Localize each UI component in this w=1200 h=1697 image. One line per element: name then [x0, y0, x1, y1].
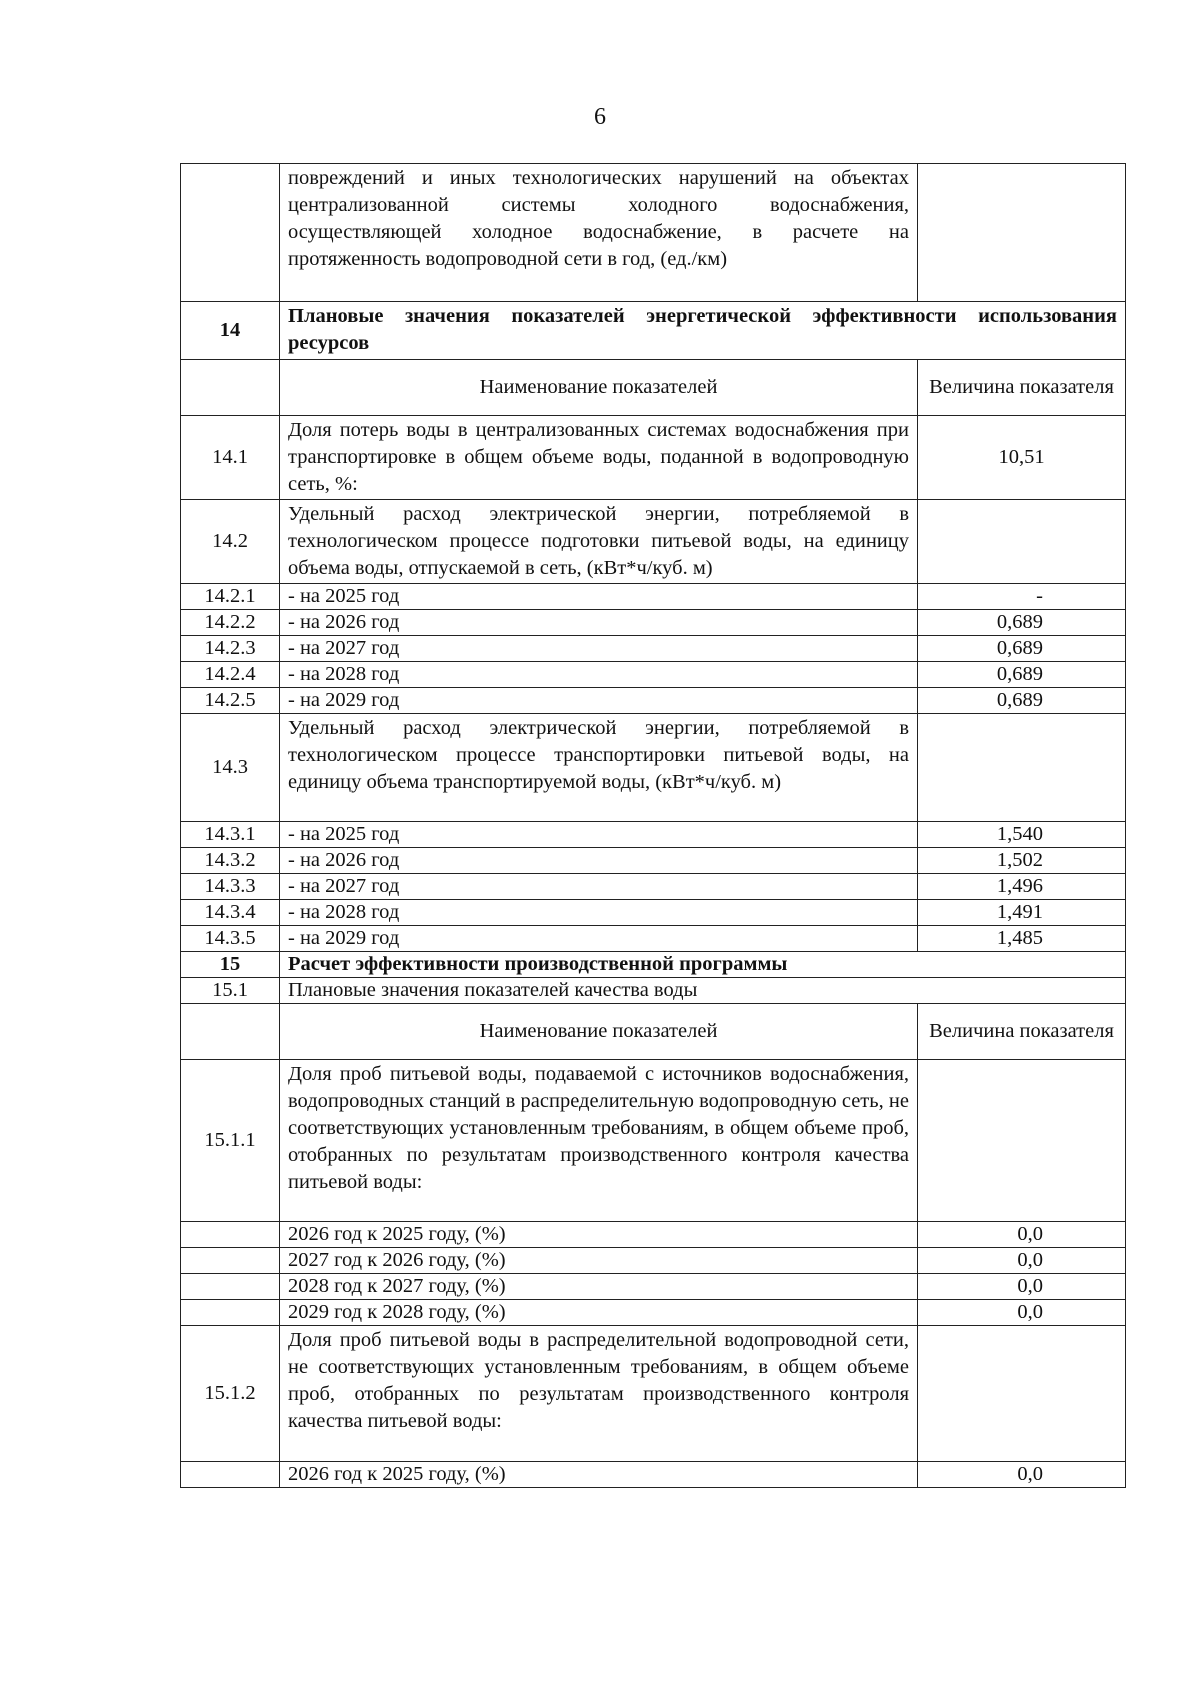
page-number: 6 [594, 104, 606, 130]
row-text: - на 2027 год [280, 636, 918, 662]
row-text: - на 2029 год [280, 688, 918, 714]
row-value [918, 1326, 1126, 1462]
row-text: - на 2026 год [280, 610, 918, 636]
row-number [181, 1462, 280, 1488]
row-text: - на 2026 год [280, 848, 918, 874]
header-name: Наименование показателей [280, 1004, 918, 1060]
row-number: 14.3.3 [181, 874, 280, 900]
table-row [181, 610, 1126, 636]
row-value: 0,0 [918, 1222, 1126, 1248]
row-text: - на 2025 год [280, 584, 918, 610]
table-row [181, 636, 1126, 662]
table-row [181, 1326, 1126, 1462]
table-row [181, 584, 1126, 610]
table-row [181, 1060, 1126, 1222]
row-number: 14.3 [181, 714, 280, 822]
row-value: 0,0 [918, 1300, 1126, 1326]
row-text: Доля проб питьевой воды в распределительной водопроводной сети, не соответствующих установленным требованиям, в общем объеме проб, отобранных по результатам производственного контроля качества питьевой воды: [280, 1326, 918, 1462]
row-value: 0,0 [918, 1274, 1126, 1300]
row-value: 0,0 [918, 1248, 1126, 1274]
table-row [181, 500, 1126, 584]
row-number [181, 1248, 280, 1274]
row-value: 1,502 [918, 848, 1126, 874]
row-value: 0,689 [918, 610, 1126, 636]
row-value: 1,540 [918, 822, 1126, 848]
row-text: - на 2027 год [280, 874, 918, 900]
row-text: - на 2029 год [280, 926, 918, 952]
row-number [181, 1274, 280, 1300]
row-number: 14.3.4 [181, 900, 280, 926]
header-row [181, 1004, 1126, 1060]
row-value [918, 500, 1126, 584]
row-number [181, 1300, 280, 1326]
row-number: 14.2.5 [181, 688, 280, 714]
row-value: 10,51 [918, 416, 1126, 500]
table-row [181, 1462, 1126, 1488]
row-text: - на 2025 год [280, 822, 918, 848]
row-number: 14.2 [181, 500, 280, 584]
table-row [181, 1222, 1126, 1248]
section-title: Плановые значения показателей энергетической эффективности использования ресурсов [280, 302, 1126, 360]
row-number [181, 164, 280, 302]
table-row [181, 900, 1126, 926]
table-row [181, 822, 1126, 848]
row-text: Удельный расход электрической энергии, потребляемой в технологическом процессе подготовки питьевой воды, на единицу объема воды, отпускаемой в сеть, (кВт*ч/куб. м) [280, 500, 918, 584]
table-row [181, 874, 1126, 900]
table-row [181, 662, 1126, 688]
row-number: 14.3.2 [181, 848, 280, 874]
header-row [181, 360, 1126, 416]
header-value: Величина показателя [918, 1004, 1126, 1060]
table-row [181, 416, 1126, 500]
table-row [181, 1274, 1126, 1300]
row-value: 0,689 [918, 636, 1126, 662]
row-number: 14.3.5 [181, 926, 280, 952]
row-value: 0,0 [918, 1462, 1126, 1488]
row-text: Удельный расход электрической энергии, потребляемой в технологическом процессе транспортировки питьевой воды, на единицу объема транспортируемой воды, (кВт*ч/куб. м) [280, 714, 918, 822]
row-value [918, 1060, 1126, 1222]
section-title: Расчет эффективности производственной программы [280, 952, 1126, 978]
row-value: 1,485 [918, 926, 1126, 952]
row-number: 14.2.4 [181, 662, 280, 688]
table-row [181, 1300, 1126, 1326]
row-number: 14.2.1 [181, 584, 280, 610]
row-number: 15.1.1 [181, 1060, 280, 1222]
table-row [181, 714, 1126, 822]
subsection-row-15-1 [181, 978, 1126, 1004]
table-row [181, 688, 1126, 714]
indicators-table [180, 163, 1126, 1488]
table-row [181, 848, 1126, 874]
row-text: 2027 год к 2026 году, (%) [280, 1248, 918, 1274]
row-value [918, 714, 1126, 822]
row-number: 14.2.3 [181, 636, 280, 662]
row-text: 2026 год к 2025 году, (%) [280, 1222, 918, 1248]
row-value: 0,689 [918, 662, 1126, 688]
row-number [181, 1222, 280, 1248]
row-number: 14.2.2 [181, 610, 280, 636]
row-text: повреждений и иных технологических нарушений на объектах централизованной системы холодного водоснабжения, осуществляющей холодное водоснабжение, в расчете на протяженность водопроводной сети в год, (ед./км) [280, 164, 918, 302]
row-text: 2026 год к 2025 году, (%) [280, 1462, 918, 1488]
table-row [181, 926, 1126, 952]
header-number [181, 360, 280, 416]
row-text: - на 2028 год [280, 662, 918, 688]
header-number [181, 1004, 280, 1060]
row-text: Доля проб питьевой воды, подаваемой с источников водоснабжения, водопроводных станций в распределительную водопроводную сеть, не соответствующих установленным требованиям, в общем объеме проб, отобранных по результатам производственного контроля качества питьевой воды: [280, 1060, 918, 1222]
section-row-14 [181, 302, 1126, 360]
row-text: Доля потерь воды в централизованных системах водоснабжения при транспортировке в общем объеме воды, поданной в водопроводную сеть, %: [280, 416, 918, 500]
header-name: Наименование показателей [280, 360, 918, 416]
table-row [181, 164, 1126, 302]
section-number: 14 [181, 302, 280, 360]
row-value: - [918, 584, 1126, 610]
row-value: 1,496 [918, 874, 1126, 900]
section-number: 15 [181, 952, 280, 978]
row-value [918, 164, 1126, 302]
row-value: 0,689 [918, 688, 1126, 714]
row-number: 15.1.2 [181, 1326, 280, 1462]
row-number: 14.1 [181, 416, 280, 500]
row-text: 2029 год к 2028 году, (%) [280, 1300, 918, 1326]
section-title: Плановые значения показателей качества воды [280, 978, 1126, 1004]
section-row-15 [181, 952, 1126, 978]
row-value: 1,491 [918, 900, 1126, 926]
table-row [181, 1248, 1126, 1274]
header-value: Величина показателя [918, 360, 1126, 416]
section-number: 15.1 [181, 978, 280, 1004]
row-text: - на 2028 год [280, 900, 918, 926]
row-text: 2028 год к 2027 году, (%) [280, 1274, 918, 1300]
row-number: 14.3.1 [181, 822, 280, 848]
